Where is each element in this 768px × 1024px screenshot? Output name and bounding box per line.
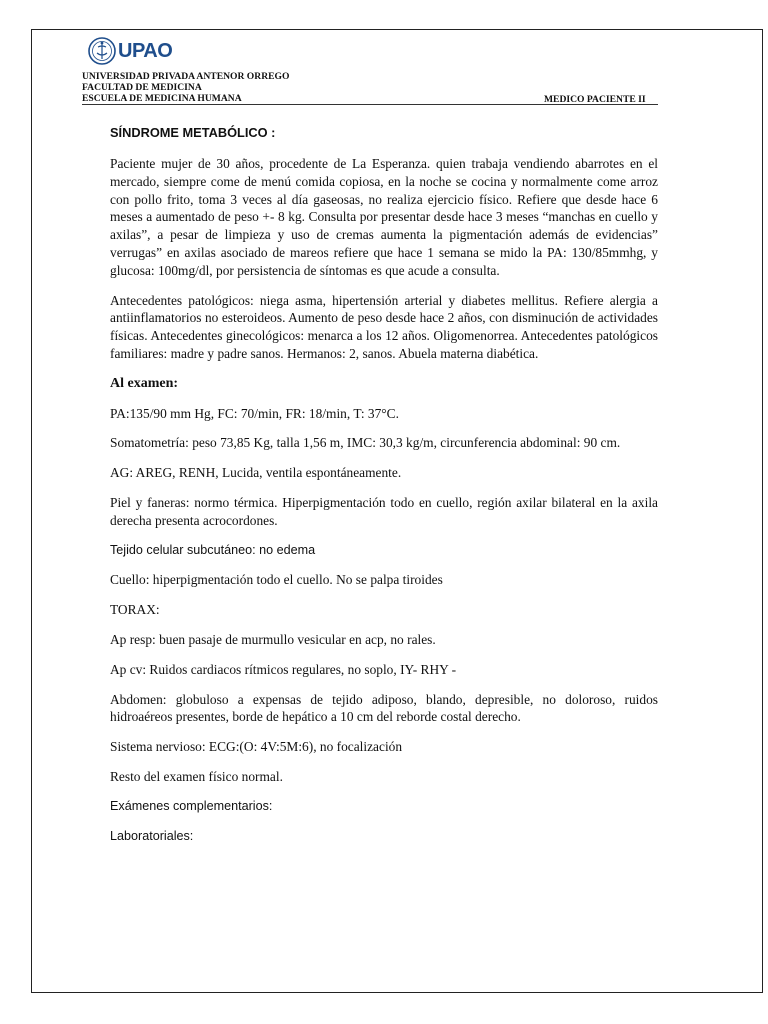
somatometry-line: Somatometría: peso 73,85 Kg, talla 1,56 m, IMC: 30,3 kg/m, circunferencia abdominal: 90 cm. [110, 435, 621, 451]
respiratory-line: Ap resp: buen pasaje de murmullo vesicular en acp, no rales. [110, 631, 436, 647]
laboratory-heading: Laboratoriales: [110, 828, 194, 843]
rest-exam-line: Resto del examen físico normal. [110, 768, 283, 784]
upao-logo [87, 34, 172, 68]
general-appearance-line: AG: AREG, RENH, Lucida, ventila espontáneamente. [110, 465, 402, 481]
cardiovascular-line: Ap cv: Ruidos cardiacos rítmicos regulares, no soplo, IY- RHY - [110, 661, 457, 677]
nervous-system-line: Sistema nervioso: ECG:(O: 4V:5M:6), no focalización [110, 739, 403, 755]
subcutaneous-line: Tejido celular subcutáneo: no edema [110, 542, 316, 557]
logo-text: UPAO [118, 39, 173, 62]
school-name: ESCUELA DE MEDICINA HUMANA [82, 93, 242, 104]
university-seal-icon [87, 34, 117, 68]
faculty-name: FACULTAD DE MEDICINA [82, 82, 202, 93]
university-name: UNIVERSIDAD PRIVADA ANTENOR ORREGO [82, 71, 290, 82]
exam-heading: Al examen: [110, 375, 179, 391]
case-paragraph: Paciente mujer de 30 años, procedente de La Esperanza. quien trabaja vendiendo abarrotes en el mercado, siempre come de menú comida copiosa, en la noche se cocina y normalmente come arroz con pollo frito, toma 3 veces al día gaseosas, no realiza ejercicio físico. Refiere que desde hace 6 meses a aumentado de peso +- 8 kg. Consulta por presentar desde hace 3 meses “manchas en cuello y axilas”, a pesar de limpieza y uso de cremas aumenta la pigmentación además de evidencias” verrugas” en axilas asociado de mareos refiere que hace 1 semana se mido la PA: 130/85mmhg, y glucosa: 100mg/dl, por persistencia de síntomas es que acude a consulta. [110, 156, 658, 278]
thorax-heading: TORAX: [110, 602, 160, 618]
skin-paragraph: Piel y faneras: normo térmica. Hiperpigmentación todo en cuello, región axilar bilateral en la axila derecha presenta acrocordones. [110, 494, 658, 528]
vitals-line: PA:135/90 mm Hg, FC: 70/min, FR: 18/min, T: 37°C. [110, 405, 399, 421]
history-paragraph: Antecedentes patológicos: niega asma, hipertensión arterial y diabetes mellitus. Refiere alergia a antiinflamatorios no esteroideos. Aumento de peso desde hace 2 años, con disminución de actividades físicas. Antecedentes ginecológicos: menarca a los 12 años. Oligomenorrea. Antecedentes patológicos familiares: madre y padre sanos. Hermanos: 2, sanos. Abuela materna diabética. [110, 292, 658, 361]
header-rule [82, 104, 658, 105]
course-name: MEDICO PACIENTE II [544, 94, 646, 105]
document-title: SÍNDROME METABÓLICO : [110, 125, 276, 140]
abdomen-paragraph: Abdomen: globuloso a expensas de tejido adiposo, blando, depresible, no doloroso, ruidos hidroaéreos presentes, borde de hepático a 10 cm del reborde costal derecho. [110, 691, 658, 725]
neck-line: Cuello: hiperpigmentación todo el cuello. No se palpa tiroides [110, 572, 443, 588]
document-body [110, 124, 658, 857]
complementary-exams-heading: Exámenes complementarios: [110, 798, 273, 813]
